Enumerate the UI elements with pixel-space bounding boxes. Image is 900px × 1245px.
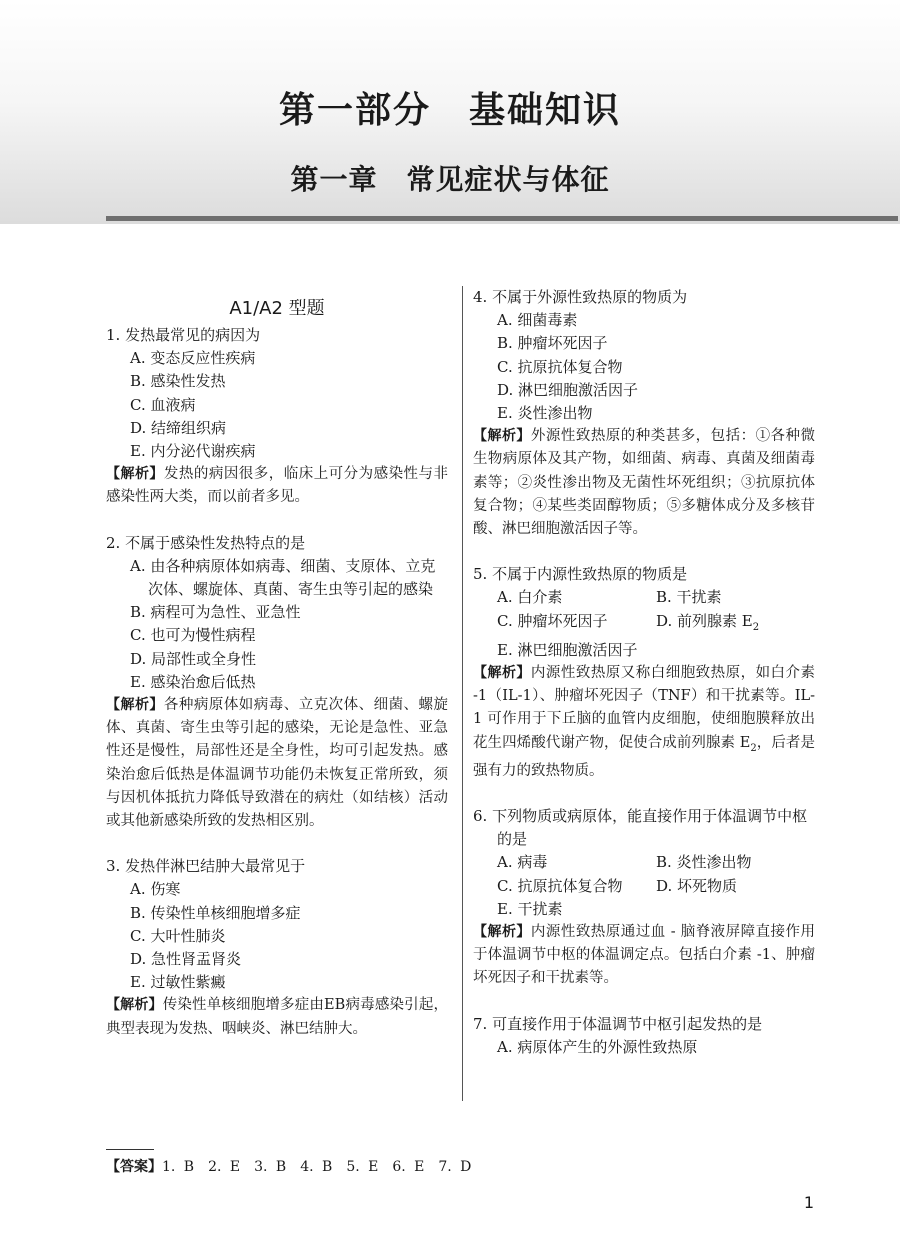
subscript: 2: [752, 621, 760, 633]
analysis: [473, 921, 815, 991]
analysis-text: 外源性致热原的种类甚多，包括：①各种微生物病原体及其产物，如细菌、病毒、真菌及细菌毒素等；②炎性渗出物及无菌性坏死组织；③抗原抗体复合物；④某些类固醇物质；⑤多糖体成分及多核苷酸、淋巴细胞激活因子等。: [473, 428, 816, 538]
option-d: D. 坏死物质: [656, 876, 738, 895]
option-d: D. 淋巴细胞激活因子: [497, 380, 639, 399]
question-7: [473, 1013, 815, 1059]
option-d: D. 结缔组织病: [130, 418, 227, 437]
option-b: B. 病程可为急性、亚急性: [130, 603, 301, 622]
option-row: [497, 851, 815, 874]
analysis-text: 各种病原体如病毒、立克次体、细菌、螺旋体、真菌、寄生虫等引起的感染，无论是急性、亚急性还是慢性，局部性还是全身性，均可引起发热。感染治愈后低热是体温调节功能仍未恢复正常所致，须与因机体抵抗力降低导致潜在的病灶（如结核）活动或其他新感染所致的发热相区别。: [106, 697, 449, 830]
analysis-tag: 【解析】: [473, 923, 531, 940]
option-c: C. 抗原抗体复合物: [497, 876, 623, 895]
option-b: B. 感染性发热: [130, 372, 226, 391]
analysis-tag: 【解析】: [106, 697, 164, 714]
option-b: B. 炎性渗出物: [656, 853, 752, 872]
option-row: [497, 586, 815, 609]
question-stem: 7. 可直接作用于体温调节中枢引起发热的是: [473, 1014, 763, 1033]
analysis: [473, 425, 815, 541]
option-e: E. 干扰素: [497, 899, 563, 918]
option-d: D. 局部性或全身性: [130, 649, 257, 668]
page-number: 1: [803, 1193, 814, 1212]
question-4: [473, 286, 815, 541]
answer-key-tag: 【答案】: [106, 1159, 162, 1175]
option-a: A. 伤寒: [130, 880, 181, 899]
option-b: B. 干扰素: [656, 588, 722, 607]
footer-rule: [106, 1149, 154, 1150]
analysis-text: 内源性致热原通过血 - 脑脊液屏障直接作用于体温调节中枢的体温调定点。包括白介素 -1、肿瘤坏死因子和干扰素等。: [473, 923, 816, 987]
analysis-text: 发热的病因很多，临床上可分为感染性与非感染性两大类，而以前者多见。: [106, 466, 449, 506]
option-e: E. 感染治愈后低热: [130, 672, 256, 691]
option-d: [656, 610, 815, 639]
option-a: A. 病毒: [497, 853, 548, 872]
option-a: A. 白介素: [497, 588, 563, 607]
analysis: [106, 694, 448, 833]
question-1: [106, 324, 448, 510]
option-c: C. 肿瘤坏死因子: [497, 611, 608, 630]
analysis: [106, 994, 448, 1040]
option-a: A. 细菌毒素: [497, 311, 578, 330]
analysis: [106, 463, 448, 509]
left-column: [106, 286, 448, 1063]
option-a: A. 病原体产生的外源性致热原: [497, 1037, 698, 1056]
option-c: C. 也可为慢性病程: [130, 626, 256, 645]
option-c: C. 血液病: [130, 395, 196, 414]
analysis-text: 传染性单核细胞增多症由EB病毒感染引起，典型表现为发热、咽峡炎、淋巴结肿大。: [106, 997, 448, 1037]
question-stem: 4. 不属于外源性致热原的物质为: [473, 288, 688, 306]
question-3: [106, 855, 448, 1041]
option-b: B. 肿瘤坏死因子: [497, 334, 608, 353]
question-5: [473, 563, 815, 783]
option-e: E. 炎性渗出物: [497, 404, 593, 423]
option-a: A. 变态反应性疾病: [130, 349, 256, 368]
analysis-tag: 【解析】: [473, 428, 531, 445]
analysis: [473, 662, 815, 783]
right-column: [473, 286, 815, 1059]
option-e: E. 淋巴细胞激活因子: [497, 640, 638, 659]
answer-key: [106, 1156, 471, 1176]
header-divider: [106, 216, 898, 221]
option-d-text: D. 前列腺素 E: [656, 611, 753, 630]
part-title: 第一部分 基础知识: [278, 89, 621, 131]
option-c: C. 抗原抗体复合物: [497, 357, 623, 376]
chapter-title: 第一章 常见症状与体征: [290, 163, 610, 196]
question-6: [473, 805, 815, 991]
option-row: [497, 610, 815, 639]
question-stem: 6. 下列物质或病原体，能直接作用于体温调节中枢的是: [473, 806, 808, 849]
option-a: A. 由各种病原体如病毒、细菌、支原体、立克次体、螺旋体、真菌、寄生虫等引起的感染: [130, 556, 436, 599]
analysis-tag: 【解析】: [473, 665, 531, 682]
analysis-text: ，后者是强有力的致热物质。: [473, 734, 815, 779]
section-heading: A1/A2 型题: [229, 298, 325, 319]
question-stem: 3. 发热伴淋巴结肿大最常见于: [106, 857, 306, 876]
question-2: [106, 532, 448, 834]
analysis-tag: 【解析】: [106, 466, 164, 483]
analysis-tag: 【解析】: [106, 997, 163, 1014]
option-c: C. 大叶性肺炎: [130, 926, 226, 945]
option-e: E. 内分泌代谢疾病: [130, 442, 256, 461]
option-d: D. 急性肾盂肾炎: [130, 950, 242, 969]
analysis-text: 内源性致热原又称白细胞致热原，如白介素 -1（IL-1）、肿瘤坏死因子（TNF）和干扰素等。IL-1 可作用于下丘脑的血管内皮细胞，使细胞膜释放出花生四烯酸代谢产物，促使合成前列腺素 E: [473, 665, 816, 751]
question-stem: 1. 发热最常见的病因为: [106, 326, 261, 344]
option-b: B. 传染性单核细胞增多症: [130, 903, 301, 922]
option-e: E. 过敏性紫癜: [130, 973, 226, 992]
subscript: 2: [750, 742, 757, 754]
column-divider: [462, 286, 463, 1101]
answer-key-values: 1. B 2. E 3. B 4. B 5. E 6. E 7. D: [162, 1159, 472, 1175]
question-stem: 2. 不属于感染性发热特点的是: [106, 533, 306, 552]
question-stem: 5. 不属于内源性致热原的物质是: [473, 565, 688, 584]
option-row: [497, 875, 815, 898]
